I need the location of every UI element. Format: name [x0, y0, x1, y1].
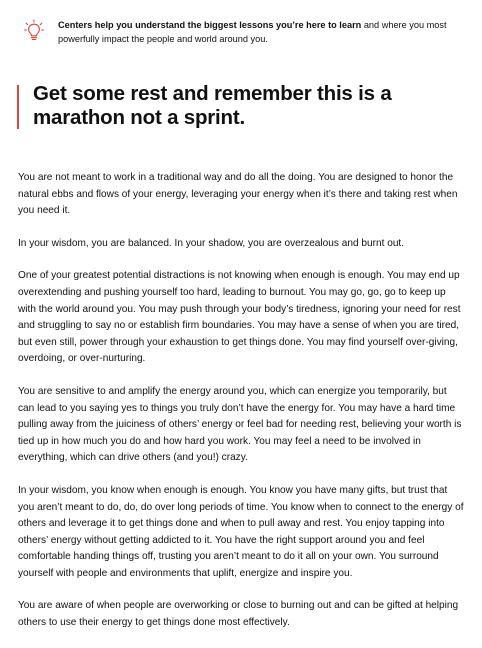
lightbulb-icon: [24, 19, 44, 43]
intro-rest: and where you most powerfully impact the people and world around you.: [58, 20, 447, 44]
body-text: [18, 170, 464, 648]
paragraph-4: You are sensitive to and amplify the energy around you, which can energize you temporarily, but can lead to you saying yes to things you truly don’t have the energy for. You may have a hard time pulling away from the juiciness of others’ energy or feel bad for needing rest, believing your worth is tied up in how much you do and how hard you work. You may feel a need to be involved in everything, which can drive others (and you!) crazy.: [18, 385, 462, 464]
intro-bold: Centers help you understand the biggest lessons you’re here to learn: [58, 20, 362, 30]
paragraph-2: In your wisdom, you are balanced. In your shadow, you are overzealous and burnt out.: [18, 237, 405, 249]
paragraph-1: You are not meant to work in a traditional way and do all the doing. You are designed to honor the natural ebbs and flows of your energy, leveraging your energy when it’s there and taking rest when you need it.: [18, 172, 458, 217]
paragraph-5: In your wisdom, you know when enough is enough. You know you have many gifts, but trust that you aren’t meant to do, do, do over long periods of time. You know when to connect to the energy of others and leverage it to get things done and when to pull away and rest. You enjoy tapping into others’ energy without getting addicted to it. You have the right support around you and feel comfortable handing things off, trusting you aren’t meant to do it all on your own. You surround yourself with people and environments that uplift, energize and inspire you.: [18, 484, 464, 579]
intro-row: [24, 18, 464, 46]
heading-line-1: Get some rest and remember this is a: [33, 82, 392, 105]
section-heading-block: [17, 82, 457, 130]
paragraph-6: You are aware of when people are overworking or close to burning out and can be gifted at helping others to use their energy to get things done most effectively.: [18, 600, 459, 629]
paragraph-3: One of your greatest potential distractions is not knowing when enough is enough. You may end up overextending and pushing yourself too hard, leading to burnout. You may go, go, go to keep up with the world around you. You may push through your body’s tiredness, ignoring your need for rest and struggling to say no or establish firm boundaries. You may have a sense of when you are tired, but even still, power through your exhaustion to get things done. You may find yourself over-giving, overdoing, or over-nurturing.: [18, 270, 461, 365]
accent-bar: [17, 85, 19, 129]
intro-text: [58, 18, 464, 46]
heading-line-2: marathon not a sprint.: [33, 106, 246, 129]
section-heading: [33, 82, 392, 130]
